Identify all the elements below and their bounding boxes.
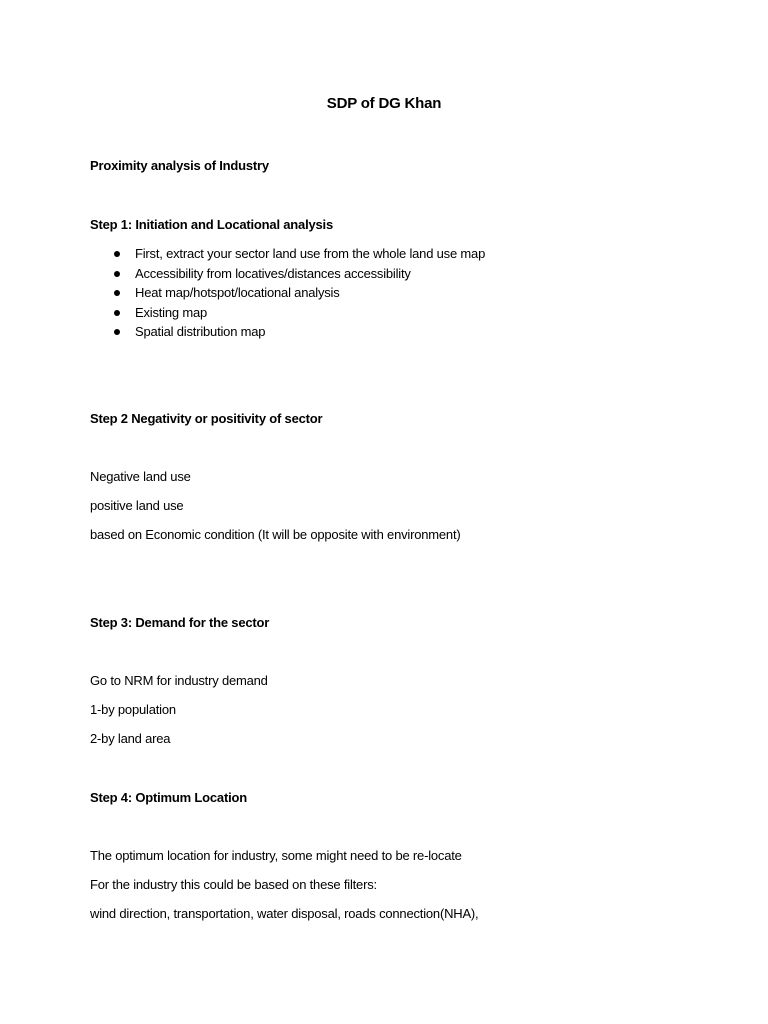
list-item-text: Accessibility from locatives/distances accessibility [135, 265, 411, 281]
step2-line: positive land use [90, 498, 184, 513]
bullet-icon [114, 271, 120, 277]
step3-line: Go to NRM for industry demand [90, 673, 268, 688]
bullet-icon [114, 310, 120, 316]
step3-line: 2-by land area [90, 731, 171, 746]
step3-heading: Step 3: Demand for the sector [90, 615, 270, 630]
step4-heading: Step 4: Optimum Location [90, 790, 247, 805]
step1-heading: Step 1: Initiation and Locational analysis [90, 217, 333, 232]
list-item-text: First, extract your sector land use from the whole land use map [135, 246, 486, 261]
document-title: SDP of DG Khan [326, 95, 442, 112]
step4-line: For the industry this could be based on these filters: [90, 877, 377, 892]
list-item-text: Spatial distribution map [135, 324, 266, 340]
section-subtitle: Proximity analysis of Industry [90, 158, 269, 173]
step2-line: based on Economic condition (It will be opposite with environment) [90, 527, 461, 542]
list-item-text: Heat map/hotspot/locational analysis [135, 285, 340, 301]
bullet-icon [114, 329, 120, 335]
step2-line: Negative land use [90, 469, 191, 484]
step4-line: wind direction, transportation, water disposal, roads connection(NHA), [90, 906, 479, 921]
step3-line: 1-by population [90, 702, 176, 717]
step4-line: The optimum location for industry, some might need to be re-locate [90, 848, 462, 863]
bullet-icon [114, 251, 120, 257]
step2-heading: Step 2 Negativity or positivity of sector [90, 411, 323, 426]
list-item-text: Existing map [135, 304, 208, 320]
bullet-icon [114, 290, 120, 296]
